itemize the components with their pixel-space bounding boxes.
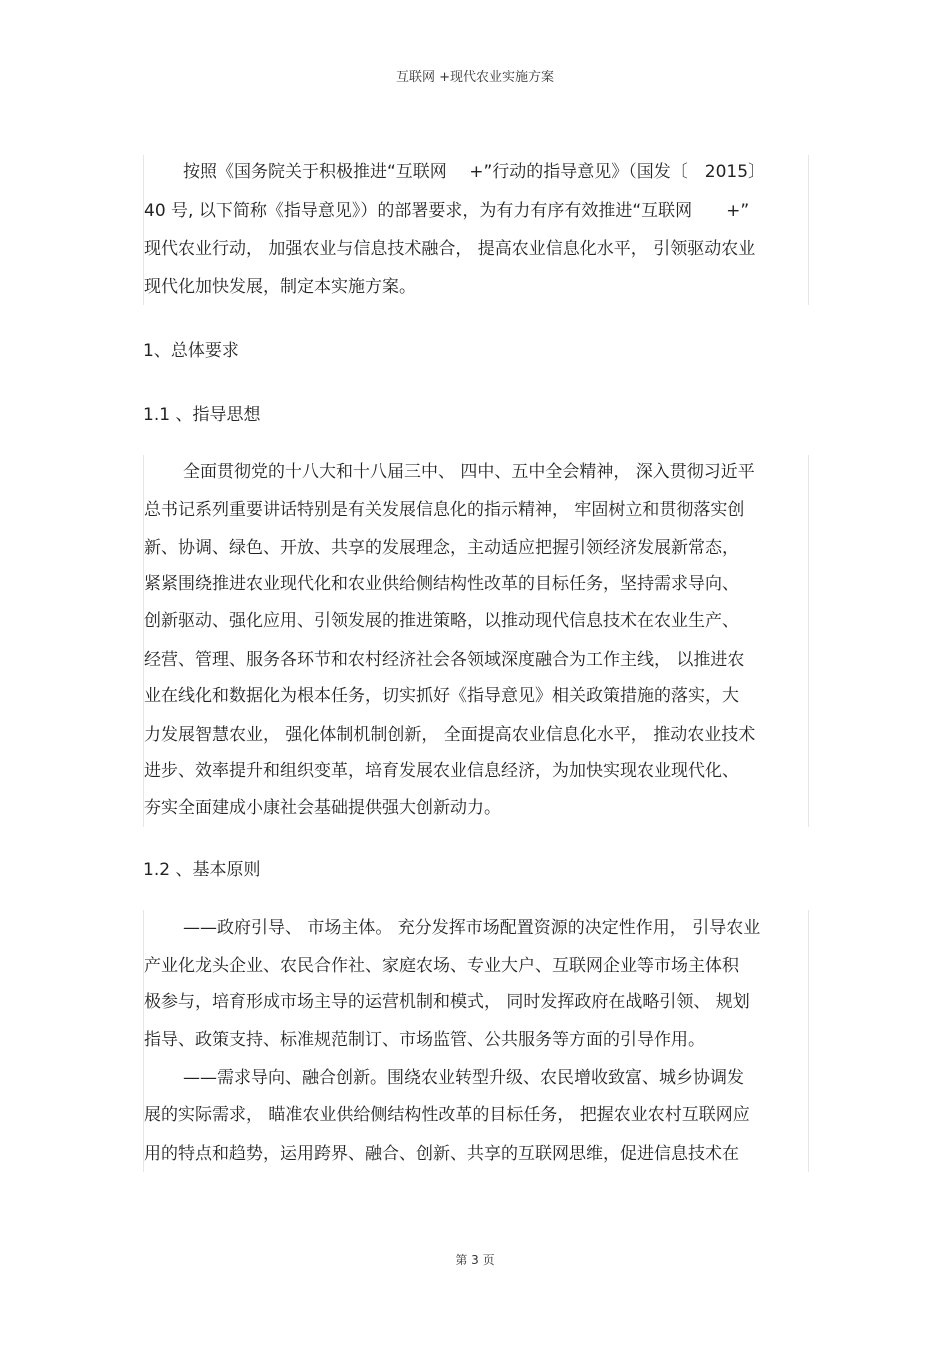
text-line: 经营、管理、服务各环节和农村经济社会各领域深度融合为工作主线， 以推进农 [144, 650, 745, 670]
text-line: 力发展智慧农业， 强化体制机制创新， 全面提高农业信息化水平， 推动农业技术 [144, 725, 756, 745]
text-line: 指导、政策支持、标准规范制订、市场监管、公共服务等方面的引导作用。 [144, 1030, 705, 1050]
text-line: 产业化龙头企业、农民合作社、家庭农场、专业大户、互联网企业等市场主体积 [144, 956, 739, 976]
text-line: 40 号, 以下简称《指导意见》）的部署要求，为有力有序有效推进“互联网 +” [144, 201, 750, 221]
text-line: 新、协调、绿色、开放、共享的发展理念，主动适应把握引领经济发展新常态， [144, 538, 739, 558]
section-heading-guiding-ideology: 1.1 、指导思想 [143, 405, 261, 425]
text-line: 现代农业行动， 加强农业与信息技术融合， 提高农业信息化水平， 引领驱动农业 [144, 239, 756, 259]
text-line: 进步、效率提升和组织变革，培育发展农业信息经济，为加快实现农业现代化、 [144, 761, 739, 781]
text-line: ——政府引导、 市场主体。 充分发挥市场配置资源的决定性作用， 引导农业 [183, 918, 761, 938]
section-heading-basic-principles: 1.2 、基本原则 [143, 860, 261, 880]
text-line: 业在线化和数据化为根本任务，切实抓好《指导意见》相关政策措施的落实，大 [144, 686, 739, 706]
intro-paragraph [143, 155, 809, 305]
text-line: 创新驱动、强化应用、引领发展的推进策略，以推动现代信息技术在农业生产、 [144, 611, 739, 631]
text-line: 用的特点和趋势，运用跨界、融合、创新、共享的互联网思维，促进信息技术在 [144, 1144, 739, 1164]
text-line: ——需求导向、融合创新。围绕农业转型升级、农民增收致富、城乡协调发 [183, 1068, 744, 1088]
page-number: 第 3 页 [455, 1253, 495, 1267]
basic-principles-paragraph [143, 910, 809, 1172]
text-line: 全面贯彻党的十八大和十八届三中、 四中、五中全会精神， 深入贯彻习近平 [183, 462, 755, 482]
guiding-ideology-paragraph [143, 455, 809, 827]
text-line: 总书记系列重要讲话特别是有关发展信息化的指示精神， 牢固树立和贯彻落实创 [144, 500, 745, 520]
text-line: 按照《国务院关于积极推进“互联网 +”行动的指导意见》（国发〔 2015〕 [183, 162, 766, 182]
text-line: 展的实际需求， 瞄准农业供给侧结构性改革的目标任务， 把握农业农村互联网应 [144, 1105, 750, 1125]
section-heading-general-requirements: 1、总体要求 [143, 341, 239, 361]
text-line: 极参与，培育形成市场主导的运营机制和模式， 同时发挥政府在战略引领、 规划 [144, 992, 750, 1012]
text-line: 现代化加快发展，制定本实施方案。 [144, 277, 416, 297]
page-header-title: 互联网 +现代农业实施方案 [395, 70, 555, 85]
text-line: 紧紧围绕推进农业现代化和农业供给侧结构性改革的目标任务，坚持需求导向、 [144, 574, 739, 594]
text-line: 夯实全面建成小康社会基础提供强大创新动力。 [144, 798, 501, 818]
